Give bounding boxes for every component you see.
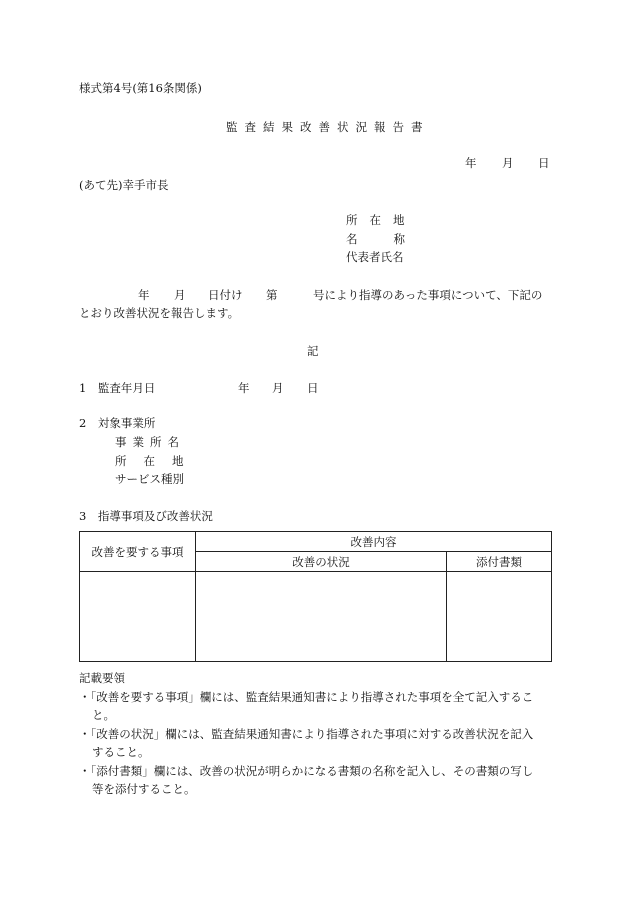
intro-line2: とおり改善状況を報告します。 — [79, 306, 240, 320]
intro-dated: 日付け — [208, 288, 243, 302]
addressee: (あて先)幸手市長 — [79, 178, 169, 192]
note-1-line1: ・「改善を要する事項」欄には、監査結果通知書により指導された事項を全て記入するこ — [79, 690, 534, 704]
section1-year: 年 — [238, 381, 250, 395]
intro-line1-rest: 号により指導のあった事項について、下記の — [313, 288, 543, 302]
note-2-line2: すること。 — [92, 745, 150, 759]
ki-marker: 記 — [307, 344, 319, 358]
document-title: 監査結果改善状況報告書 — [226, 120, 430, 134]
reporter-location-label: 所在地 — [346, 213, 417, 227]
header-items-to-improve: 改善を要する事項 — [80, 532, 196, 572]
section1-label: 1 監査年月日 — [79, 381, 156, 395]
intro-number-prefix: 第 — [266, 288, 278, 302]
reporter-representative-label: 代表者氏名 — [346, 250, 404, 264]
intro-year: 年 — [138, 288, 150, 302]
note-1-line2: と。 — [92, 708, 115, 722]
note-3-line2: 等を添付すること。 — [92, 782, 196, 796]
intro-month: 月 — [174, 288, 186, 302]
note-2-line1: ・「改善の状況」欄には、監査結果通知書により指導された事項に対する改善状況を記入 — [79, 727, 534, 741]
section1-day: 日 — [307, 381, 319, 395]
reporter-name-label: 名称 — [346, 232, 441, 246]
section2-label: 2 対象事業所 — [79, 416, 156, 430]
section1-month: 月 — [272, 381, 284, 395]
notes-heading: 記載要領 — [79, 671, 125, 685]
note-3-line1: ・「添付書類」欄には、改善の状況が明らかになる書類の名称を記入し、その書類の写し — [79, 764, 534, 778]
cell-attached-documents[interactable] — [447, 572, 552, 662]
section2-service-type: サービス種別 — [115, 472, 184, 486]
header-improvement-content: 改善内容 — [196, 532, 552, 552]
date-year-label: 年 — [465, 156, 477, 170]
form-number: 様式第4号(第16条関係) — [79, 81, 202, 95]
header-improvement-status: 改善の状況 — [196, 552, 447, 572]
date-month-label: 月 — [502, 156, 514, 170]
section3-label: 3 指導事項及び改善状況 — [79, 509, 213, 523]
cell-items-to-improve[interactable] — [80, 572, 196, 662]
section2-office-name: 事業所名 — [115, 435, 185, 449]
date-day-label: 日 — [538, 156, 550, 170]
cell-improvement-status[interactable] — [196, 572, 447, 662]
header-attached-documents: 添付書類 — [447, 552, 552, 572]
improvement-table — [79, 531, 552, 662]
section2-location: 所在地 — [115, 454, 201, 468]
